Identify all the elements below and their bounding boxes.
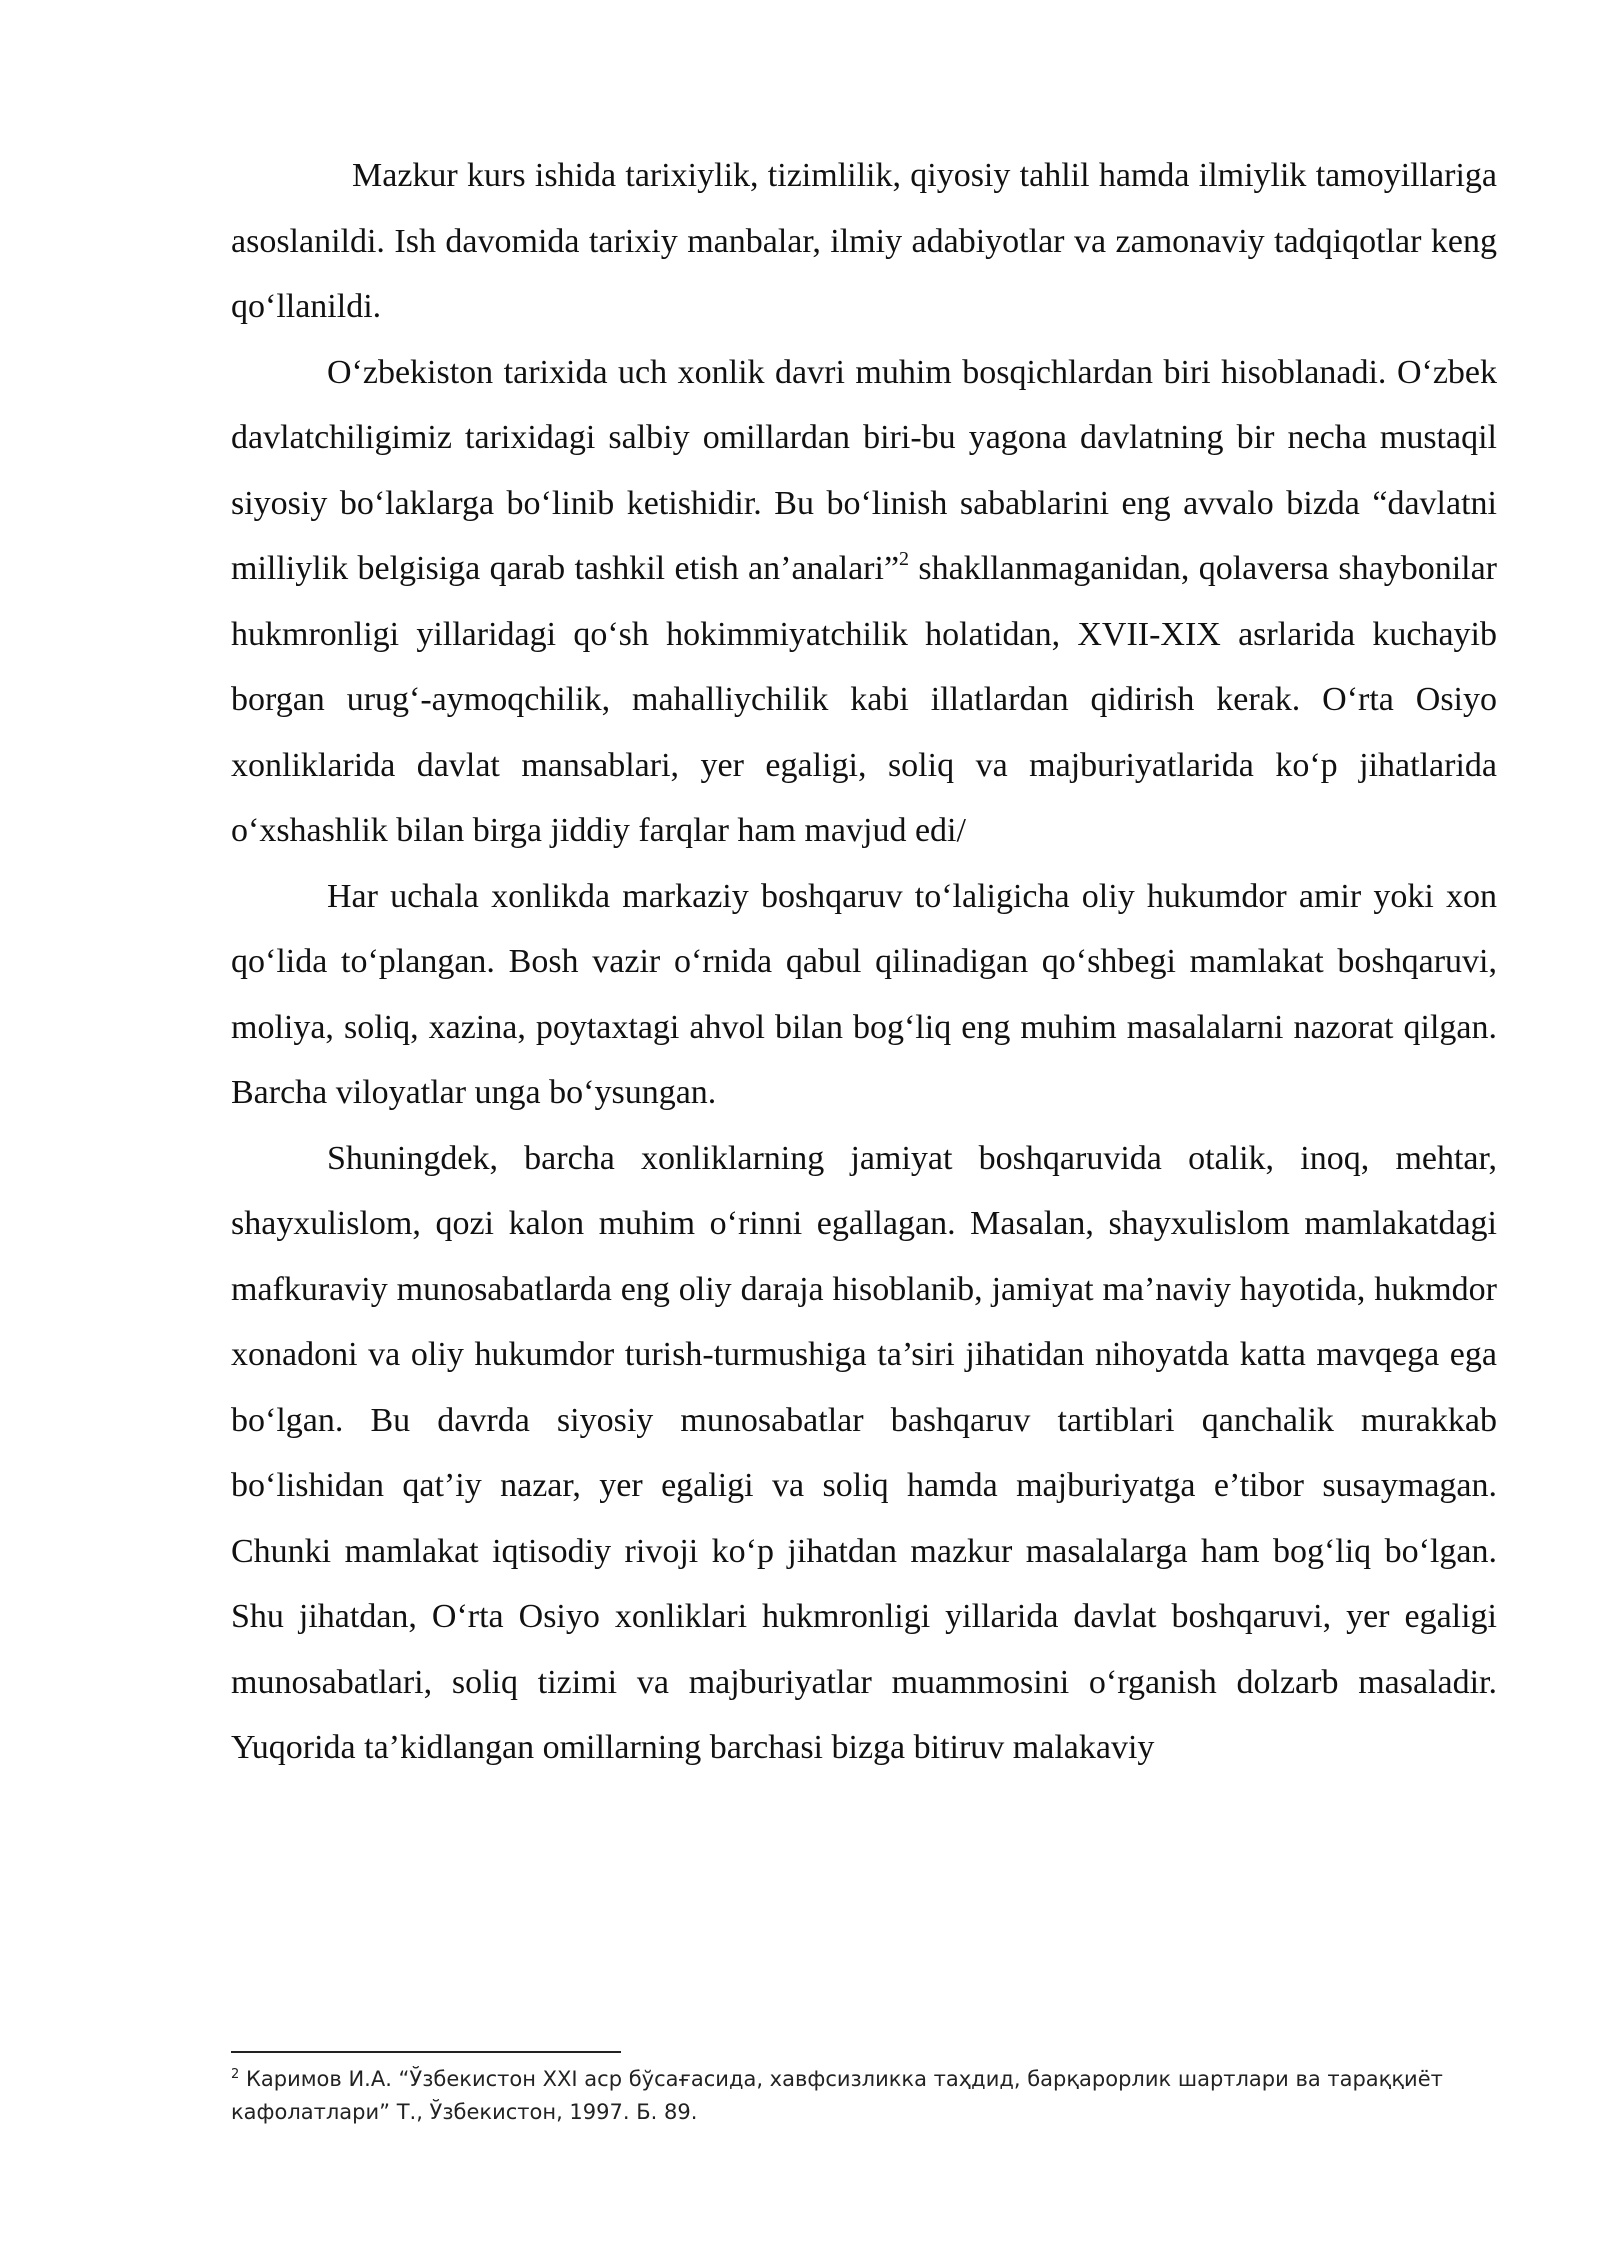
- paragraph-khanates-history: [231, 340, 1497, 864]
- footnote-reference: 2: [899, 548, 910, 570]
- paragraph-khanates-history-text-before: O‘zbekiston tarixida uch xonlik davri muhim bosqichlardan biri hisoblanadi. O‘zbek davlatchiligimiz tarixidagi salbiy omillardan biri-bu yagona davlatning bir necha mustaqil siyosiy bo‘laklarga bo‘linib ketishidir. Bu bo‘linish sabablarini eng avvalo bizda “davlatni milliylik belgisiga qarab tashkil etish an’analari”: [231, 353, 1497, 587]
- paragraph-methodology: [231, 143, 1497, 340]
- footnote: [231, 2063, 1497, 2129]
- footnote-text: Каримов И.А. “Ўзбекистон XXI аср бўсағасида, хавфсизликка таҳдид, барқарорлик шартлари ва тараққиёт кафолатлари” Т., Ўзбекистон, 1997. Б. 89.: [231, 2067, 1443, 2124]
- paragraph-central-administration-text: Har uchala xonlikda markaziy boshqaruv to‘laligicha oliy hukumdor amir yoki xon qo‘lida to‘plangan. Bosh vazir o‘rnida qabul qilinadigan qo‘shbegi mamlakat boshqaruvi, moliya, soliq, xazina, poytaxtagi ahvol bilan bog‘liq eng muhim masalalarni nazorat qilgan. Barcha viloyatlar unga bo‘ysungan.: [231, 877, 1497, 1111]
- paragraph-officials: [231, 1126, 1497, 1781]
- paragraph-methodology-text: Mazkur kurs ishida tarixiylik, tizimlilik, qiyosiy tahlil hamda ilmiylik tamoyillariga asoslanildi. Ish davomida tarixiy manbalar, ilmiy adabiyotlar va zamonaviy tadqiqotlar keng qo‘llanildi.: [231, 157, 1497, 325]
- paragraph-khanates-history-text-after: shakllanmaganidan, qolaversa shaybonilar hukmronligi yillaridagi qo‘sh hokimmiyatchilik holatidan, XVII-XIX asrlarida kuchayib borgan urug‘-aymoqchilik, mahalliychilik kabi illatlardan qidirish kerak. O‘rta Osiyo xonliklarida davlat mansablari, yer egaligi, soliq va majburiyatlarida ko‘p jihatlarida o‘xshashlik bilan birga jiddiy farqlar ham mavjud edi/: [231, 550, 1497, 849]
- footnote-separator: [231, 2051, 621, 2053]
- paragraph-central-administration: [231, 864, 1497, 1126]
- footnote-number: 2: [231, 2067, 240, 2082]
- paragraph-officials-text: Shuningdek, barcha xonliklarning jamiyat boshqaruvida otalik, inoq, mehtar, shayxulislom, qozi kalon muhim o‘rinni egallagan. Masalan, shayxulislom mamlakatdagi mafkuraviy munosabatlarda eng oliy daraja hisoblanib, jamiyat ma’naviy hayotida, hukmdor xonadoni va oliy hukumdor turish-turmushiga ta’siri jihatidan nihoyatda katta mavqega ega bo‘lgan. Bu davrda siyosiy munosabatlar bashqaruv tartiblari qanchalik murakkab bo‘lishidan qat’iy nazar, yer egaligi va soliq hamda majburiyatga e’tibor susaymagan. Chunki mamlakat iqtisodiy rivoji ko‘p jihatdan mazkur masalalarga ham bog‘liq bo‘lgan. Shu jihatdan, O‘rta Osiyo xonliklari hukmronligi yillarida davlat boshqaruvi, yer egaligi munosabatlari, soliq tizimi va majburiyatlar muammosini o‘rganish dolzarb masaladir. Yuqorida ta’kidlangan omillarning barchasi bizga bitiruv malakaviy: [231, 1139, 1497, 1766]
- body-text: [231, 143, 1497, 1781]
